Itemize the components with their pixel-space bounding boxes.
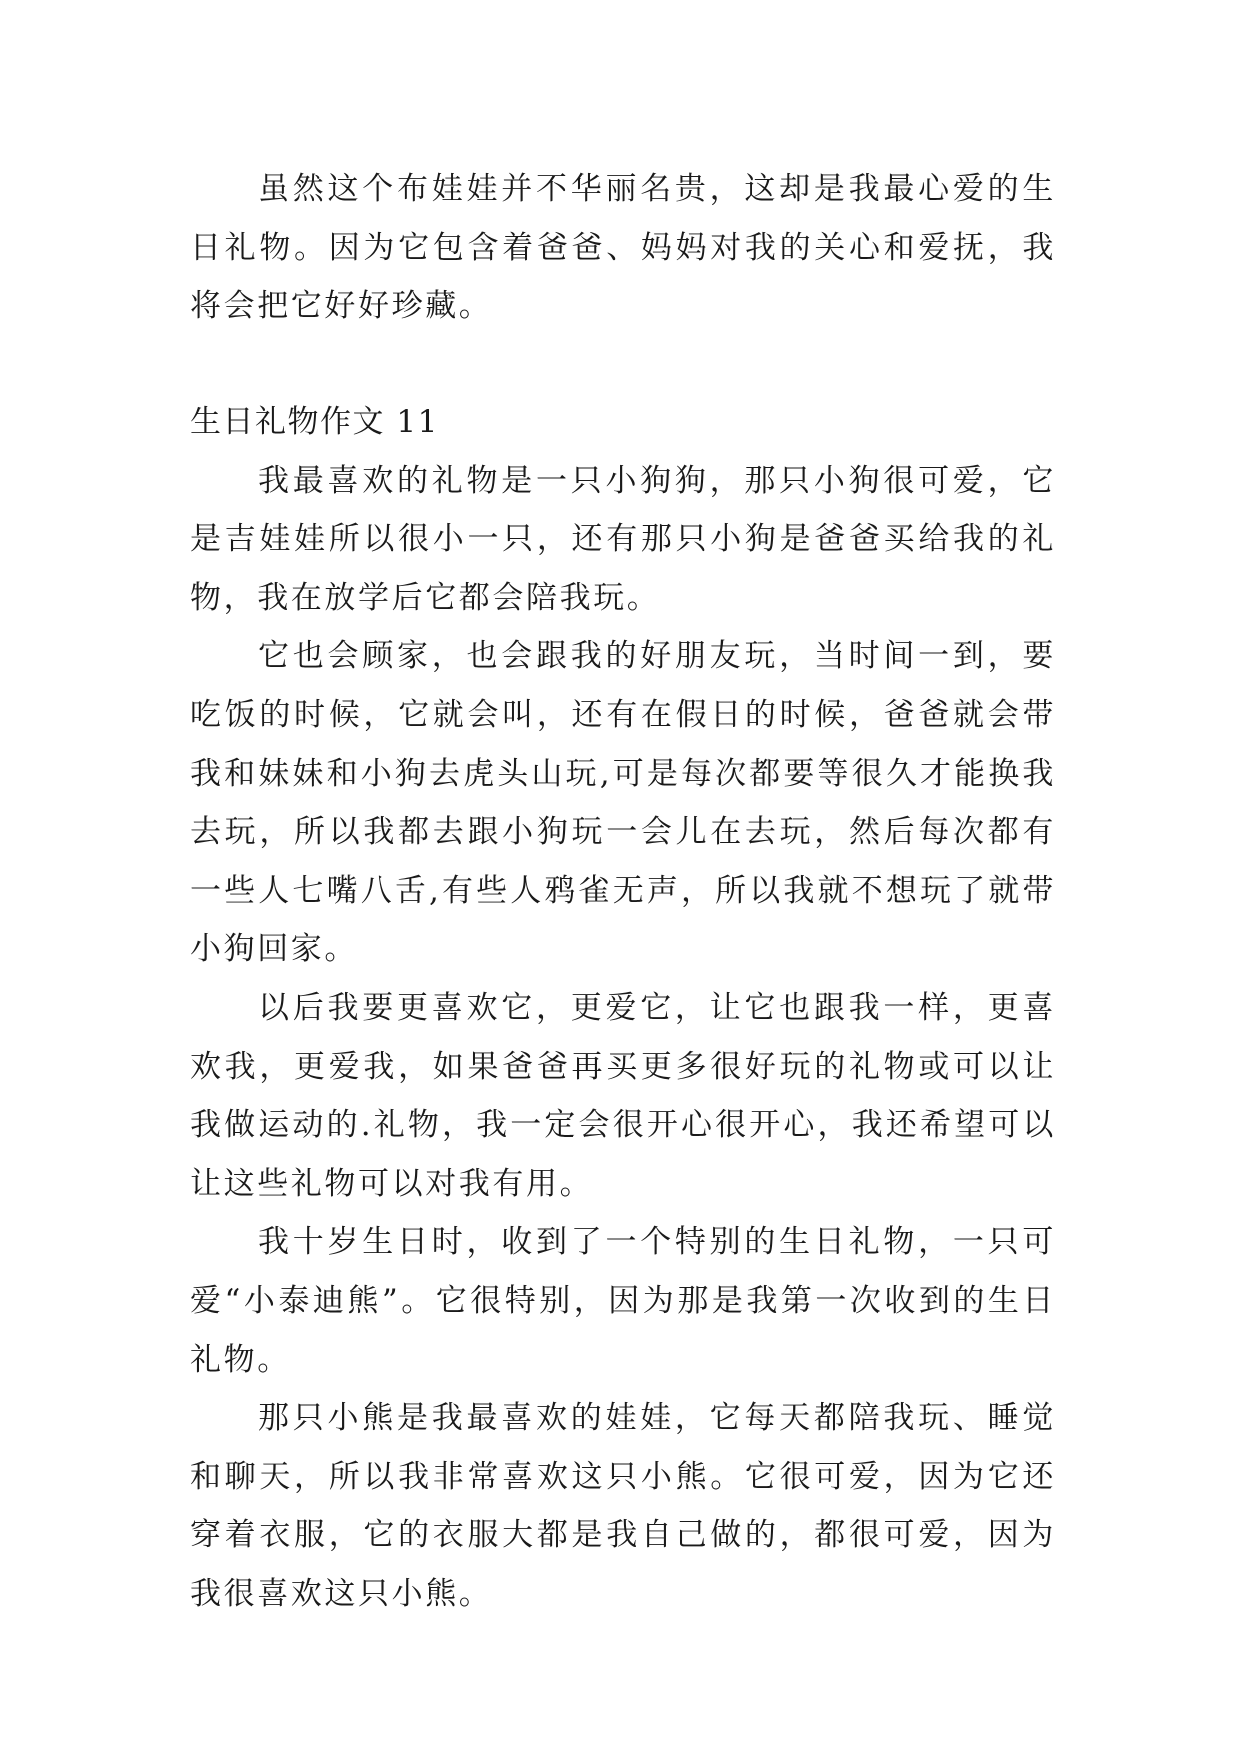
intro-section (190, 160, 1056, 336)
essay-paragraph-2: 它也会顾家，也会跟我的好朋友玩，当时间一到，要吃饭的时候，它就会叫，还有在假日的时候，爸爸就会带我和妹妹和小狗去虎头山玩,可是每次都要等很久才能换我去玩，所以我都去跟小狗玩一会儿在去玩，然后每次都有一些人七嘴八舌,有些人鸦雀无声，所以我就不想玩了就带小狗回家。 (190, 638, 1056, 968)
essay-paragraph-3: 以后我要更喜欢它，更爱它，让它也跟我一样，更喜欢我，更爱我，如果爸爸再买更多很好玩的礼物或可以让我做运动的.礼物，我一定会很开心很开心，我还希望可以让这些礼物可以对我有用。 (190, 989, 1056, 1202)
essay-paragraph-1: 我最喜欢的礼物是一只小狗狗，那只小狗很可爱，它是吉娃娃所以很小一只，还有那只小狗是爸爸买给我的礼物，我在放学后它都会陪我玩。 (190, 462, 1056, 616)
essay-paragraph-5: 那只小熊是我最喜欢的娃娃，它每天都陪我玩、睡觉和聊天，所以我非常喜欢这只小熊。它很可爱，因为它还穿着衣服，它的衣服大都是我自己做的，都很可爱，因为我很喜欢这只小熊。 (190, 1400, 1056, 1612)
essay-title: 生日礼物作文 11 (190, 404, 439, 440)
essay-paragraph-4: 我十岁生日时，收到了一个特别的生日礼物，一只可爱“小泰迪熊”。它很特别，因为那是我第一次收到的生日礼物。 (190, 1224, 1056, 1378)
essay-section (190, 393, 1056, 1623)
intro-paragraph: 虽然这个布娃娃并不华丽名贵，这却是我最心爱的生日礼物。因为它包含着爸爸、妈妈对我的关心和爱抚，我将会把它好好珍藏。 (190, 171, 1056, 325)
